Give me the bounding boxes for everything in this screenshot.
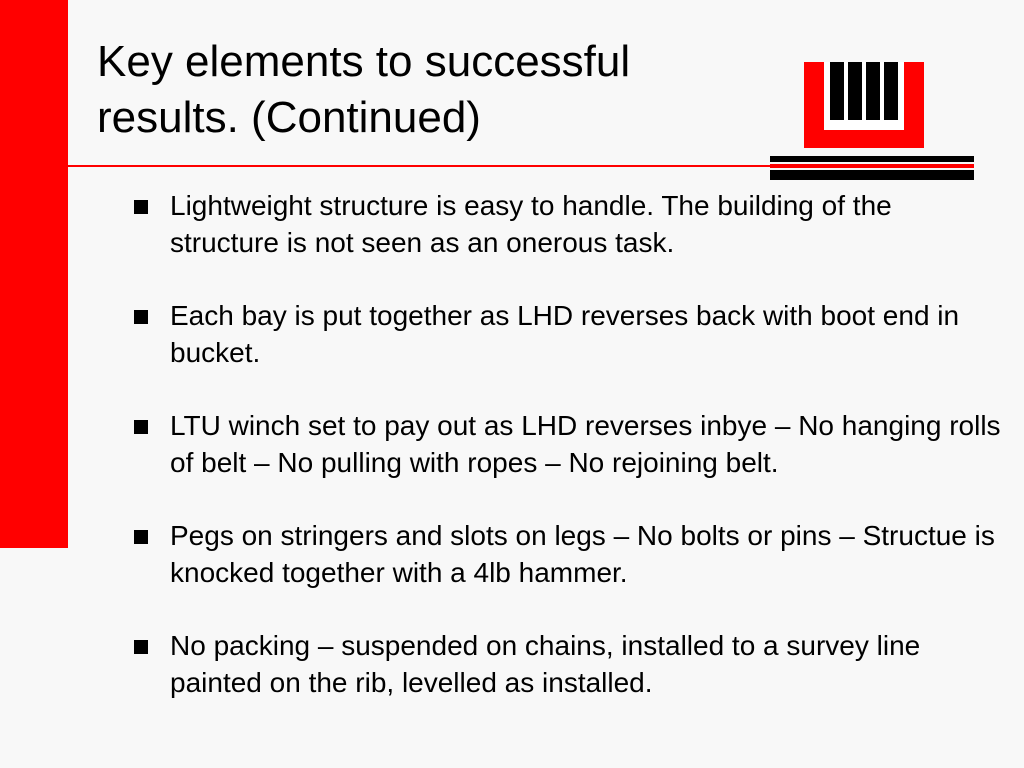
square-bullet-icon [134,310,148,324]
list-item [128,407,1008,481]
list-item-text: Pegs on stringers and slots on legs – No bolts or pins – Structue is knocked together with a 4lb hammer. [170,520,995,588]
list-item-text: No packing – suspended on chains, installed to a survey line painted on the rib, levelled as installed. [170,630,921,698]
square-bullet-icon [134,200,148,214]
list-item-text: LTU winch set to pay out as LHD reverses inbye – No hanging rolls of belt – No pulling with ropes – No rejoining belt. [170,410,1001,478]
list-item-text: Each bay is put together as LHD reverses back with boot end in bucket. [170,300,960,368]
list-item [128,187,1008,261]
square-bullet-icon [134,420,148,434]
list-item-text: Lightweight structure is easy to handle. The building of the structure is not seen as an onerous task. [170,190,892,258]
left-accent-bar [0,0,68,548]
list-item [128,627,1008,701]
bullet-list [128,187,1008,737]
company-logo-icon [770,58,974,182]
title-divider [68,165,774,167]
square-bullet-icon [134,530,148,544]
square-bullet-icon [134,640,148,654]
slide-title: Key elements to successful results. (Continued) [97,37,631,142]
list-item [128,517,1008,591]
list-item [128,297,1008,371]
